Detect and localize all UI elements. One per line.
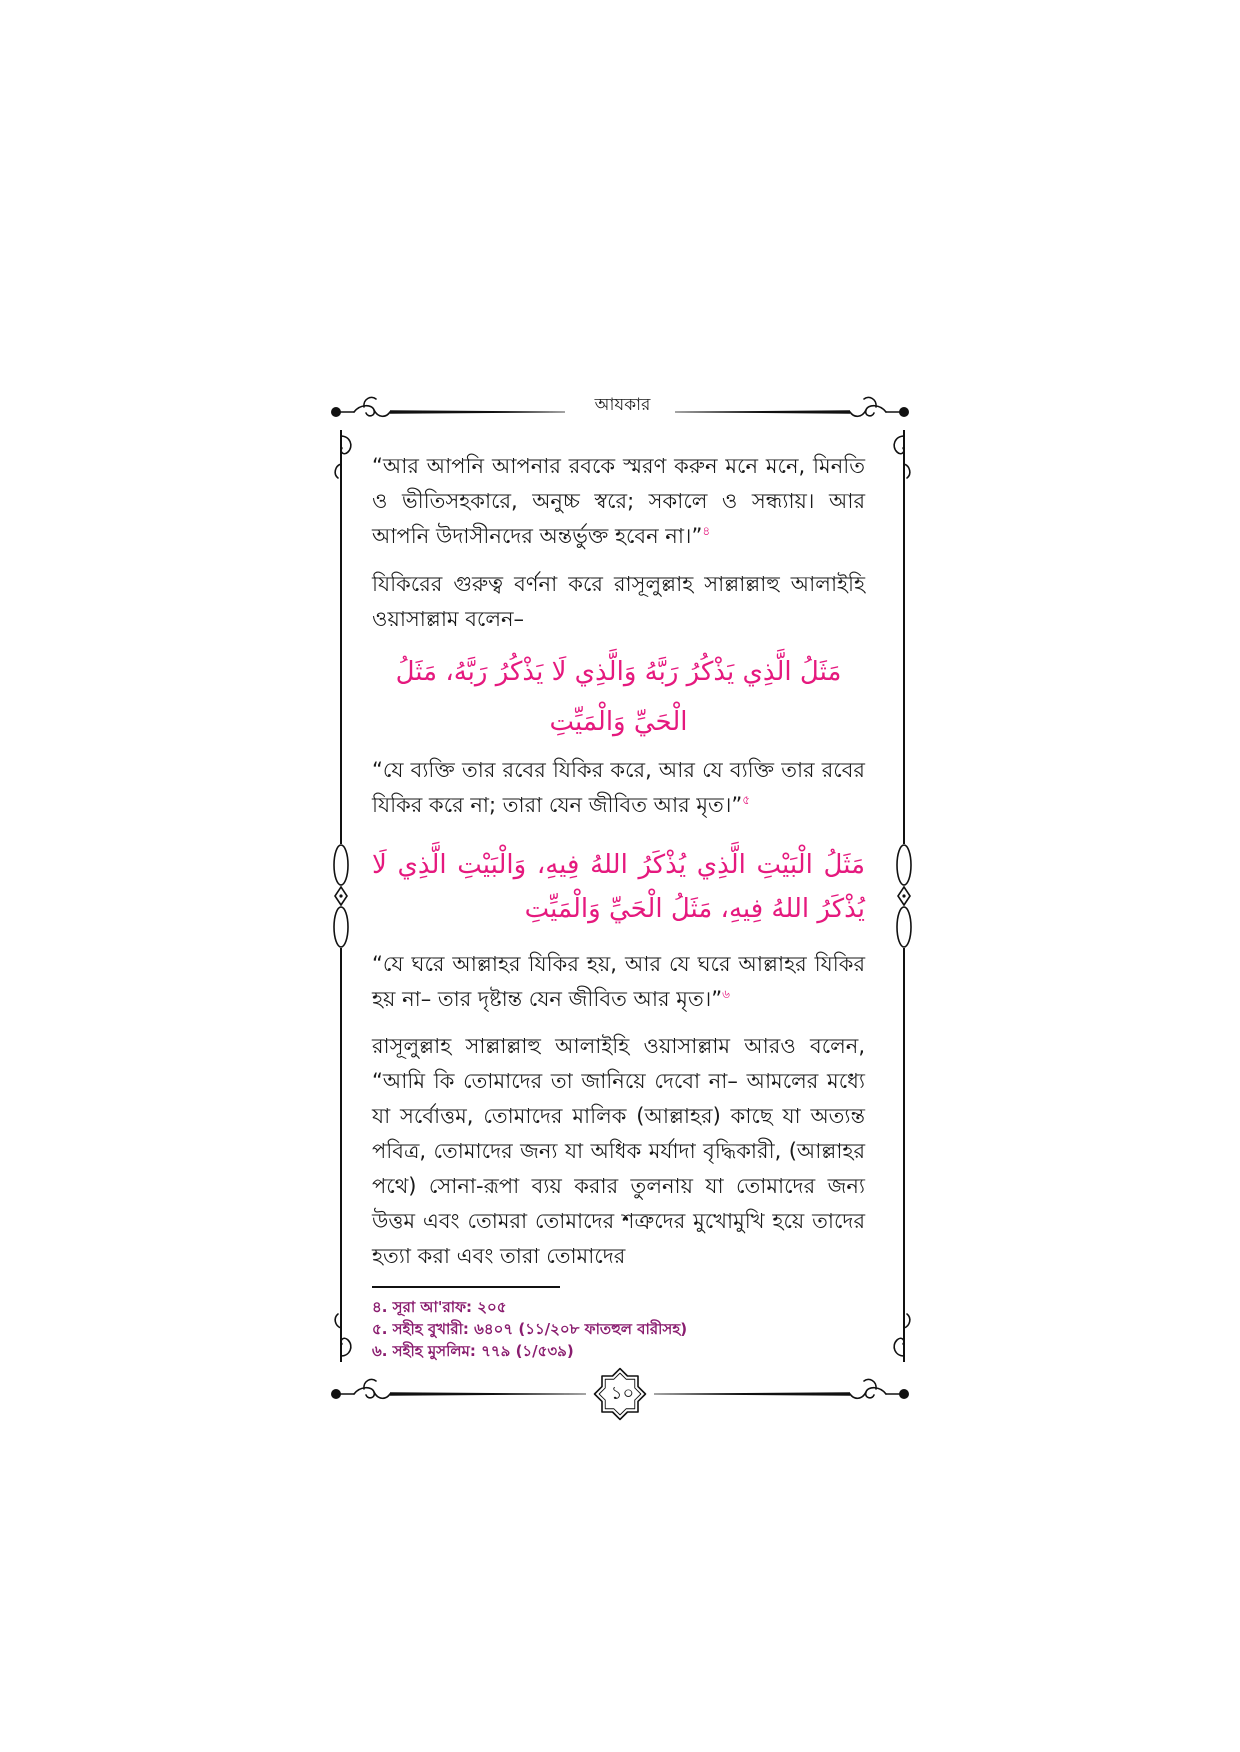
arabic-hadith-1: مَثَلُ الَّذِي يَذْكُرُ رَبَّهُ وَالَّذِي لَا يَذْكُرُ رَبَّهُ، مَثَلُ الْحَيِّ وَالْمَيِّتِ — [395, 657, 842, 737]
page-content — [330, 430, 915, 1362]
right-top-curl-ornament — [885, 430, 915, 490]
hadith-1-translation — [372, 753, 865, 823]
left-bottom-curl-ornament — [330, 1302, 360, 1362]
footnote-reference: ৬ — [722, 987, 730, 1001]
footnotes — [372, 1296, 865, 1362]
right-bottom-curl-ornament — [885, 1302, 915, 1362]
paragraph-text: রাসূলুল্লাহ সাল্লাল্লাহু আলাইহি ওয়াসাল্লাম আরও বলেন, “আমি কি তোমাদের তা জানিয়ে দেবো না– আমলের মধ্যে যা সর্বোত্তম, তোমাদের মালিক (আল্লাহর) কাছে যা অত্যন্ত পবিত্র, তোমাদের জন্য যা অধিক মর্যাদা বৃদ্ধিকারী, (আল্লাহর পথে) সোনা-রূপা ব্যয় করার তুলনায় যা তোমাদের জন্য উত্তম এবং তোমরা তোমাদের শত্রুদের মুখোমুখি হয়ে তাদের হত্যা করা এবং তারা তোমাদের — [372, 1034, 865, 1268]
footnote-4: ৪. সূরা আ'রাফ: ২০৫ — [372, 1298, 507, 1316]
footnote-reference: ৪ — [702, 524, 711, 538]
footnote-separator — [372, 1286, 560, 1288]
arabic-hadith-2: مَثَلُ الْبَيْتِ الَّذِي يُذْكَرُ اللهُ فِيهِ، وَالْبَيْتِ الَّذِي لَا يُذْكَرُ اللهُ فِيهِ، مَثَلُ الْحَيِّ وَالْمَيِّتِ — [372, 850, 865, 924]
page-number: ১০ — [610, 1383, 635, 1404]
quran-translation-paragraph — [372, 449, 865, 554]
paragraph-text: যিকিরের গুরুত্ব বর্ণনা করে রাসূলুল্লাহ সাল্লাল্লাহু আলাইহি ওয়াসাল্লাম বলেন– — [372, 572, 865, 631]
footnote-reference: ৫ — [742, 793, 751, 807]
left-top-curl-ornament — [330, 430, 360, 490]
continued-paragraph — [372, 1029, 865, 1274]
running-title: আযকার — [594, 395, 651, 415]
right-middle-loop-ornament — [885, 841, 915, 951]
paragraph-text: “আর আপনি আপনার রবকে স্মরণ করুন মনে মনে, মিনতি ও ভীতিসহকারে, অনুচ্চ স্বরে; সকালে ও সন্ধ্যায়। আর আপনি উদাসীনদের অন্তর্ভুক্ত হবেন না।” — [372, 454, 865, 548]
footnote-6: ৬. সহীহ মুসলিম: ৭৭৯ (১/৫৩৯) — [372, 1342, 574, 1360]
intro-paragraph — [372, 567, 865, 637]
paragraph-text: “যে ব্যক্তি তার রবের যিকির করে, আর যে ব্যক্তি তার রবের যিকির করে না; তারা যেন জীবিত আর মৃত।” — [372, 758, 865, 817]
top-ornamental-rule — [330, 380, 915, 430]
right-border — [885, 430, 915, 1362]
hadith-2-translation — [372, 947, 865, 1017]
left-border — [330, 430, 360, 1362]
paragraph-text: “যে ঘরে আল্লাহর যিকির হয়, আর যে ঘরে আল্লাহর যিকির হয় না– তার দৃষ্টান্ত যেন জীবিত আর মৃত।” — [372, 952, 865, 1011]
bottom-ornamental-rule — [330, 1366, 915, 1422]
ornamental-frame — [330, 380, 915, 1422]
footnote-5: ৫. সহীহ বুখারী: ৬৪০৭ (১১/২০৮ ফাতহুল বারীসহ) — [372, 1320, 688, 1338]
left-middle-loop-ornament — [330, 841, 360, 951]
